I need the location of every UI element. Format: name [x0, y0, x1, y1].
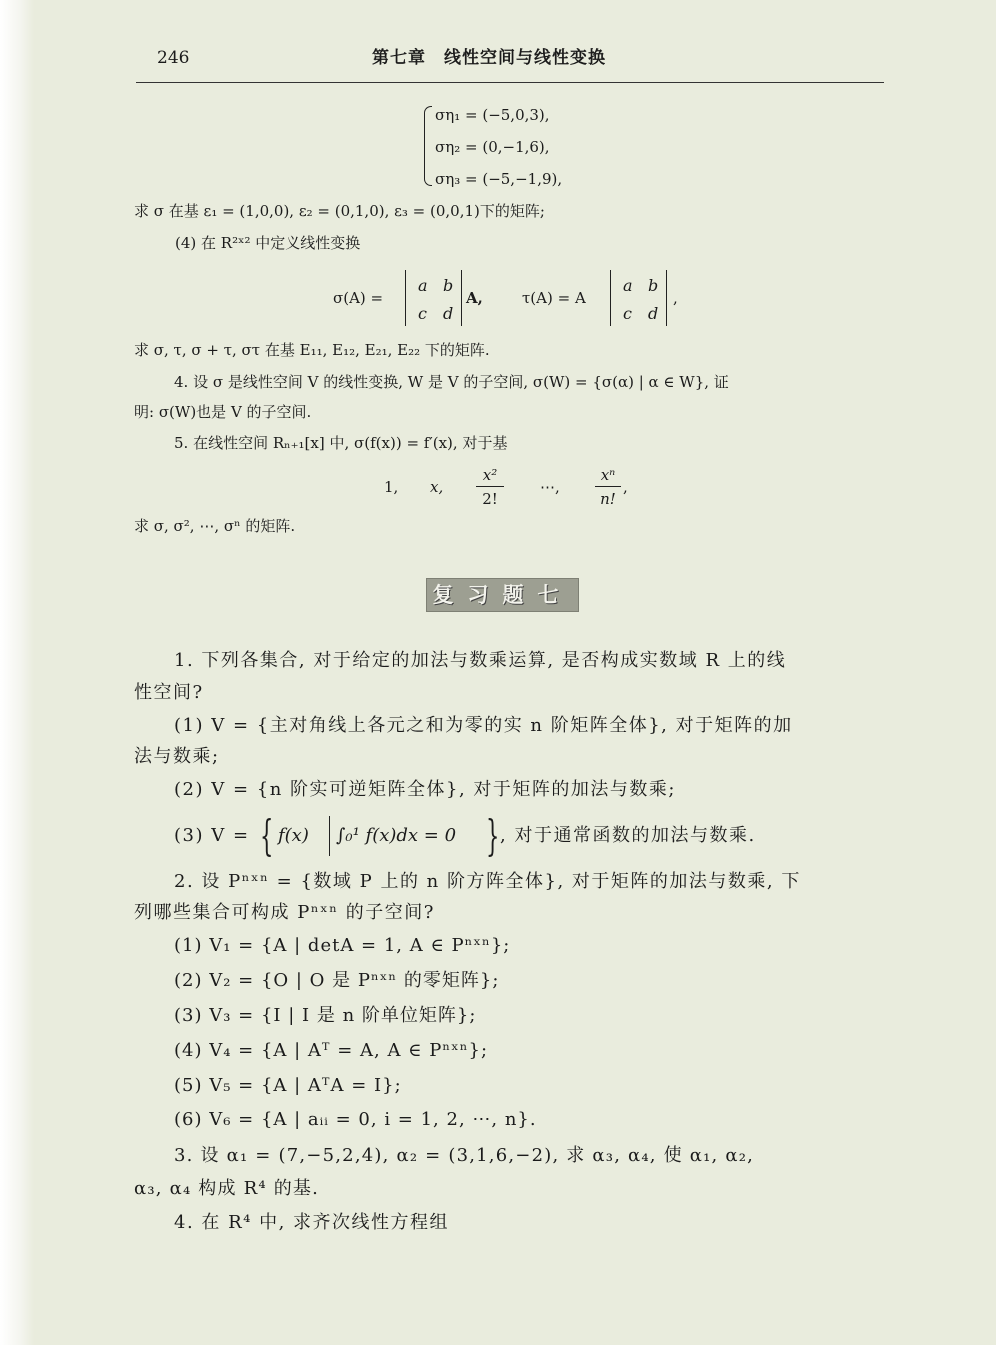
sigma-matrix-a: a [418, 276, 428, 295]
r-q4-line-1: 4. 在 R⁴ 中, 求齐次线性方程组 [174, 1212, 450, 1233]
sigma-matrix-c: c [418, 304, 427, 323]
r-q2-item-6: (6) V₆ = {A | aᵢᵢ = 0, i = 1, 2, ⋯, n}. [174, 1109, 537, 1130]
p5-line-1: 5. 在线性空间 Rₙ₊₁[x] 中, σ(f(x)) = f′(x), 对于基 [174, 434, 508, 452]
tau-matrix-d: d [648, 304, 659, 323]
tau-matrix-a: a [623, 276, 633, 295]
set-open-brace: { [260, 811, 274, 860]
basis-frac-xn [595, 466, 621, 508]
r-q3-line-2: α₃, α₄ 构成 R⁴ 的基. [134, 1178, 320, 1199]
r-q1-3-pre: (3) V = [174, 825, 250, 846]
p4-line-2: 明: σ(W)也是 V 的子空间. [134, 403, 312, 421]
q3-basis-line: 求 σ 在基 ε₁ = (1,0,0), ε₂ = (0,1,0), ε₃ = (0,0,1)下的矩阵; [134, 202, 545, 220]
r-q1-line-2: 性空间? [134, 682, 204, 703]
q4-end-line: 求 σ, τ, σ + τ, στ 在基 E₁₁, E₁₂, E₂₁, E₂₂ 下的矩阵. [134, 341, 490, 359]
sigma-matrix-b: b [443, 276, 454, 295]
r-q1-1-line-b: 法与数乘; [134, 746, 220, 767]
system-eq-3: ση₃ = (−5,−1,9), [435, 170, 563, 188]
sigma-lhs: σ(A) = [333, 289, 384, 307]
set-divider [329, 816, 330, 856]
r-q2-item-4: (4) V₄ = {A | Aᵀ = A, A ∈ Pⁿˣⁿ}; [174, 1040, 489, 1061]
p4-line-1: 4. 设 σ 是线性空间 V 的线性变换, W 是 V 的子空间, σ(W) = {σ(α) | α ∈ W}, 证 [174, 373, 729, 391]
sigma-matrix [405, 270, 462, 326]
tau-matrix-b: b [648, 276, 659, 295]
r-q3-line-1: 3. 设 α₁ = (7,−5,2,4), α₂ = (3,1,6,−2), 求 α₃, α₄, 使 α₁, α₂, [174, 1145, 755, 1166]
system-eq-2: ση₂ = (0,−1,6), [435, 138, 550, 156]
tau-matrix-c: c [623, 304, 632, 323]
frac2-num: xⁿ [600, 466, 616, 484]
review-title: 复习题七 [426, 578, 579, 612]
r-q1-1-line-a: (1) V = {主对角线上各元之和为零的实 n 阶矩阵全体}, 对于矩阵的加 [174, 715, 793, 736]
system-eq-1: ση₁ = (−5,0,3), [435, 106, 550, 124]
tau-matrix [610, 270, 667, 326]
basis-frac-x2 [476, 466, 504, 508]
r-q2-item-3: (3) V₃ = {I | I 是 n 阶单位矩阵}; [174, 1005, 477, 1026]
chapter-title: 第七章 线性空间与线性变换 [372, 48, 606, 68]
basis-end: , [623, 478, 628, 496]
set-close-brace: } [486, 811, 500, 860]
basis-dots: ⋯, [540, 478, 560, 496]
frac1-num: x² [482, 466, 498, 484]
r-q1-3-post: , 对于通常函数的加法与数乘. [500, 825, 756, 846]
page-number: 246 [157, 48, 190, 68]
frac1-den: 2! [482, 490, 498, 508]
r-q2-line-1: 2. 设 Pⁿˣⁿ = {数域 P 上的 n 阶方阵全体}, 对于矩阵的加法与数乘, 下 [174, 871, 801, 892]
q4-label: (4) 在 R²ˣ² 中定义线性变换 [175, 234, 361, 252]
tau-rhs: , [673, 289, 678, 307]
frac1-bar [476, 486, 504, 487]
basis-x: x, [430, 478, 444, 496]
header-rule [136, 82, 884, 83]
frac2-bar [595, 486, 621, 487]
page-edge [0, 0, 34, 1345]
sigma-rhs: A, [466, 289, 483, 307]
basis-one: 1, [384, 478, 399, 496]
frac2-den: n! [600, 490, 616, 508]
r-q2-item-5: (5) V₅ = {A | AᵀA = I}; [174, 1075, 402, 1096]
sigma-matrix-d: d [443, 304, 454, 323]
p5-end-line: 求 σ, σ², ⋯, σⁿ 的矩阵. [134, 517, 296, 535]
r-q2-line-2: 列哪些集合可构成 Pⁿˣⁿ 的子空间? [134, 902, 435, 923]
r-q1-line-1: 1. 下列各集合, 对于给定的加法与数乘运算, 是否构成实数域 R 上的线 [174, 650, 787, 671]
system-brace [424, 106, 432, 186]
r-q2-item-2: (2) V₂ = {O | O 是 Pⁿˣⁿ 的零矩阵}; [174, 970, 500, 991]
r-q1-3-fx: f(x) [278, 825, 309, 846]
r-q2-item-1: (1) V₁ = {A | detA = 1, A ∈ Pⁿˣⁿ}; [174, 935, 511, 956]
tau-lhs: τ(A) = A [522, 289, 586, 307]
r-q1-3-integral: ∫₀¹ f(x)dx = 0 [336, 825, 457, 846]
r-q1-2: (2) V = {n 阶实可逆矩阵全体}, 对于矩阵的加法与数乘; [174, 779, 676, 800]
